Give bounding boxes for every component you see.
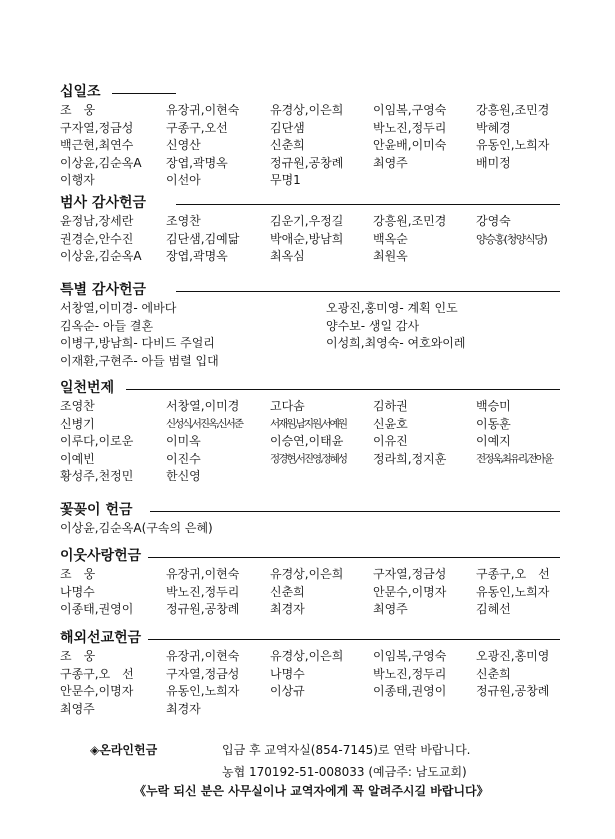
name-cell: 최경자 — [270, 602, 305, 616]
name-cell: 김하권 — [373, 399, 408, 413]
table-row — [60, 416, 560, 434]
table-row — [60, 300, 560, 318]
name-cell: 이동훈 — [476, 416, 511, 431]
name-cell: 신윤호 — [373, 416, 408, 431]
name-cell: 배미정 — [476, 155, 511, 170]
name-cell: 나명수 — [270, 666, 305, 681]
section-foreign-missions — [60, 628, 560, 718]
name-cell: 유장귀,이현숙 — [166, 649, 240, 663]
name-cell: 김운기,우정길 — [270, 214, 344, 228]
name-cell: 박노진,정두리 — [373, 666, 447, 681]
name-cell: 백옥순 — [373, 231, 408, 246]
name-cell: 이예빈 — [60, 451, 95, 466]
name-cell: 최영주 — [60, 701, 95, 716]
name-cell: 고다솜 — [270, 399, 305, 413]
bank-account: 농협 170192-51-008033 (예금주: 남도교회) — [222, 765, 467, 779]
name-cell: 최옥심 — [270, 249, 305, 263]
section-header — [60, 82, 560, 102]
name-cell: 유동인,노희자 — [476, 584, 550, 599]
table-row — [60, 120, 560, 138]
table-row — [60, 601, 560, 619]
name-cell: 서창열,이미경- 에바다 — [60, 301, 177, 315]
name-cell: 유경상,이은희 — [270, 649, 344, 663]
name-cell: 이상윤,김순옥A — [60, 249, 142, 263]
name-grid — [60, 102, 560, 190]
name-cell: 오광진,홍미영 — [476, 649, 550, 663]
name-cell: 이종태,권영이 — [60, 602, 134, 616]
name-cell: 이미옥 — [166, 434, 201, 448]
section-title: 이웃사랑헌금 — [60, 548, 142, 564]
name-cell: 이승연,이태윤 — [270, 434, 344, 448]
name-cell: 정라희,정지훈 — [373, 451, 447, 466]
name-cell: 유동인,노희자 — [476, 138, 550, 152]
name-cell: 박노진,정두리 — [166, 584, 240, 599]
name-cell: 강영숙 — [476, 214, 511, 228]
name-cell: 조영찬 — [166, 214, 201, 228]
name-cell: 김단샘,김예닮 — [166, 231, 240, 246]
name-cell: 신성식,서진옥,신서준 — [166, 417, 242, 430]
name-cell: 이유진 — [373, 434, 408, 448]
name-cell: 서창열,이미경 — [166, 399, 240, 413]
name-cell: 이루다,이로운 — [60, 434, 134, 448]
name-cell: 강흥원,조민경 — [476, 103, 550, 117]
name-cell: 신병기 — [60, 416, 95, 431]
name-cell: 신영산 — [166, 138, 201, 152]
name-grid — [60, 300, 560, 370]
section-flower-offering — [60, 500, 560, 538]
section-thanksgiving — [60, 193, 560, 266]
name-grid — [60, 520, 560, 538]
name-cell: 장엽,곽명옥 — [166, 155, 228, 170]
name-cell: 정규원,공창례 — [476, 684, 550, 698]
section-title: 십일조 — [60, 84, 101, 100]
name-cell: 이진수 — [166, 451, 201, 466]
name-cell: 전정욱,최유리,전아윤 — [476, 452, 552, 465]
name-cell: 유경상,이은희 — [270, 567, 344, 581]
name-cell: 안윤배,이미숙 — [373, 138, 447, 152]
section-rule — [150, 511, 560, 512]
section-thousand-offering — [60, 378, 560, 486]
section-title: 일천번제 — [60, 380, 115, 396]
name-cell: 윤정남,장세란 — [60, 214, 134, 228]
contact-instruction: 입금 후 교역자실(854-7145)로 연락 바랍니다. — [222, 743, 471, 757]
name-cell: 구종구,오선 — [166, 120, 228, 135]
table-row — [60, 335, 560, 353]
section-header — [60, 378, 560, 398]
name-cell: 장엽,곽명옥 — [166, 249, 228, 263]
section-rule — [148, 639, 560, 640]
omission-notice: 《누락 되신 분은 사무실이나 교역자에게 꼭 알려주시길 바랍니다》 — [134, 784, 489, 798]
table-row — [60, 683, 560, 701]
name-cell: 최원옥 — [373, 249, 408, 263]
name-cell: 박애순,방남희 — [270, 231, 344, 246]
section-title: 꽃꽂이 헌금 — [60, 502, 133, 518]
name-cell: 조 웅 — [60, 103, 96, 117]
section-rule — [126, 389, 560, 390]
table-row — [60, 648, 560, 666]
table-row — [60, 701, 560, 719]
name-cell: 안문수,이명자 — [373, 584, 447, 599]
table-row — [60, 213, 560, 231]
name-cell: 김혜선 — [476, 602, 511, 616]
table-row — [60, 155, 560, 173]
section-title: 해외선교헌금 — [60, 630, 142, 646]
name-cell: 이행자 — [60, 173, 95, 187]
table-row — [60, 451, 560, 469]
name-cell: 신춘희 — [270, 138, 305, 152]
name-cell: 이재환,구현주- 아들 범렬 입대 — [60, 353, 219, 368]
name-cell: 이상윤,김순옥A — [60, 155, 142, 170]
name-cell: 최영주 — [373, 602, 408, 616]
table-row — [60, 666, 560, 684]
name-cell: 구자열,정금성 — [60, 120, 134, 135]
name-cell: 신춘희 — [476, 666, 511, 681]
table-row — [60, 566, 560, 584]
section-neighbor-love — [60, 546, 560, 619]
name-cell: 이선아 — [166, 173, 201, 187]
name-cell: 이상규 — [270, 684, 305, 698]
name-cell: 한신영 — [166, 469, 201, 483]
table-row — [60, 584, 560, 602]
name-cell: 조 웅 — [60, 649, 96, 663]
name-cell: 양수보- 생일 감사 — [326, 318, 420, 333]
table-row — [60, 172, 560, 190]
name-cell: 나명수 — [60, 584, 95, 599]
section-header — [60, 280, 560, 300]
name-cell: 유동인,노희자 — [166, 684, 240, 698]
name-cell: 정규원,공창례 — [270, 155, 344, 170]
table-row — [60, 231, 560, 249]
name-cell: 유장귀,이현숙 — [166, 103, 240, 117]
name-cell: 황성주,천정민 — [60, 469, 134, 483]
online-offering-label: ◈온라인헌금 — [90, 743, 158, 757]
section-rule — [112, 93, 176, 94]
table-row — [60, 520, 560, 538]
name-cell: 정경현,서진영,정혜성 — [270, 452, 346, 465]
name-cell: 이임복,구영숙 — [373, 103, 447, 117]
section-rule — [148, 557, 560, 558]
name-cell: 이성희,최영숙- 여호와이레 — [326, 336, 466, 350]
section-title: 특별 감사헌금 — [60, 282, 147, 298]
name-cell: 조 웅 — [60, 567, 96, 581]
name-cell: 구자열,정금성 — [166, 666, 240, 681]
name-grid — [60, 398, 560, 486]
name-cell: 안문수,이명자 — [60, 684, 134, 698]
table-row — [60, 248, 560, 266]
name-cell: 구자열,정금성 — [373, 567, 447, 581]
section-header — [60, 500, 560, 520]
section-special-thanks — [60, 280, 560, 370]
name-cell: 서재원,남지원,서예원 — [270, 417, 346, 430]
name-cell: 이병구,방남희- 다비드 주얼리 — [60, 336, 215, 350]
section-rule — [176, 291, 560, 292]
table-row — [60, 398, 560, 416]
table-row — [60, 468, 560, 486]
name-cell: 구종구,오 선 — [60, 666, 134, 681]
name-cell: 이임복,구영숙 — [373, 649, 447, 663]
name-grid — [60, 648, 560, 718]
name-cell: 구종구,오 선 — [476, 567, 550, 581]
table-row — [60, 102, 560, 120]
name-grid — [60, 566, 560, 619]
name-cell: 최영주 — [373, 155, 408, 170]
section-header — [60, 546, 560, 566]
name-cell: 오광진,홍미영- 계획 인도 — [326, 301, 458, 315]
name-cell: 최경자 — [166, 701, 201, 716]
table-row — [60, 137, 560, 155]
section-tithe — [60, 82, 560, 190]
name-cell: 유장귀,이현숙 — [166, 567, 240, 581]
name-cell: 유경상,이은희 — [270, 103, 344, 117]
name-grid — [60, 213, 560, 266]
table-row — [60, 353, 560, 371]
name-cell: 김단샘 — [270, 120, 305, 135]
name-cell: 조영찬 — [60, 399, 95, 413]
name-cell: 강흥원,조민경 — [373, 214, 447, 228]
name-cell: 이예지 — [476, 434, 511, 448]
table-row — [60, 433, 560, 451]
section-title: 범사 감사헌금 — [60, 195, 147, 211]
name-cell: 권경순,안수진 — [60, 231, 134, 246]
name-cell: 백근현,최연수 — [60, 138, 134, 152]
section-header — [60, 193, 560, 213]
name-cell: 정규원,공창례 — [166, 602, 240, 616]
name-cell: 박혜경 — [476, 120, 511, 135]
name-cell: 신춘희 — [270, 584, 305, 599]
table-row — [60, 318, 560, 336]
section-header — [60, 628, 560, 648]
name-cell: 박노진,정두리 — [373, 120, 447, 135]
name-cell: 이종태,권영이 — [373, 684, 447, 698]
name-cell: 무명1 — [270, 173, 301, 187]
section-rule — [176, 204, 560, 205]
name-cell: 양승홍(청양식당) — [476, 232, 547, 246]
name-cell: 김옥순- 아들 결혼 — [60, 318, 154, 333]
name-cell: 백승미 — [476, 399, 511, 413]
name-cell: 이상윤,김순옥A(구속의 은혜) — [60, 521, 213, 535]
